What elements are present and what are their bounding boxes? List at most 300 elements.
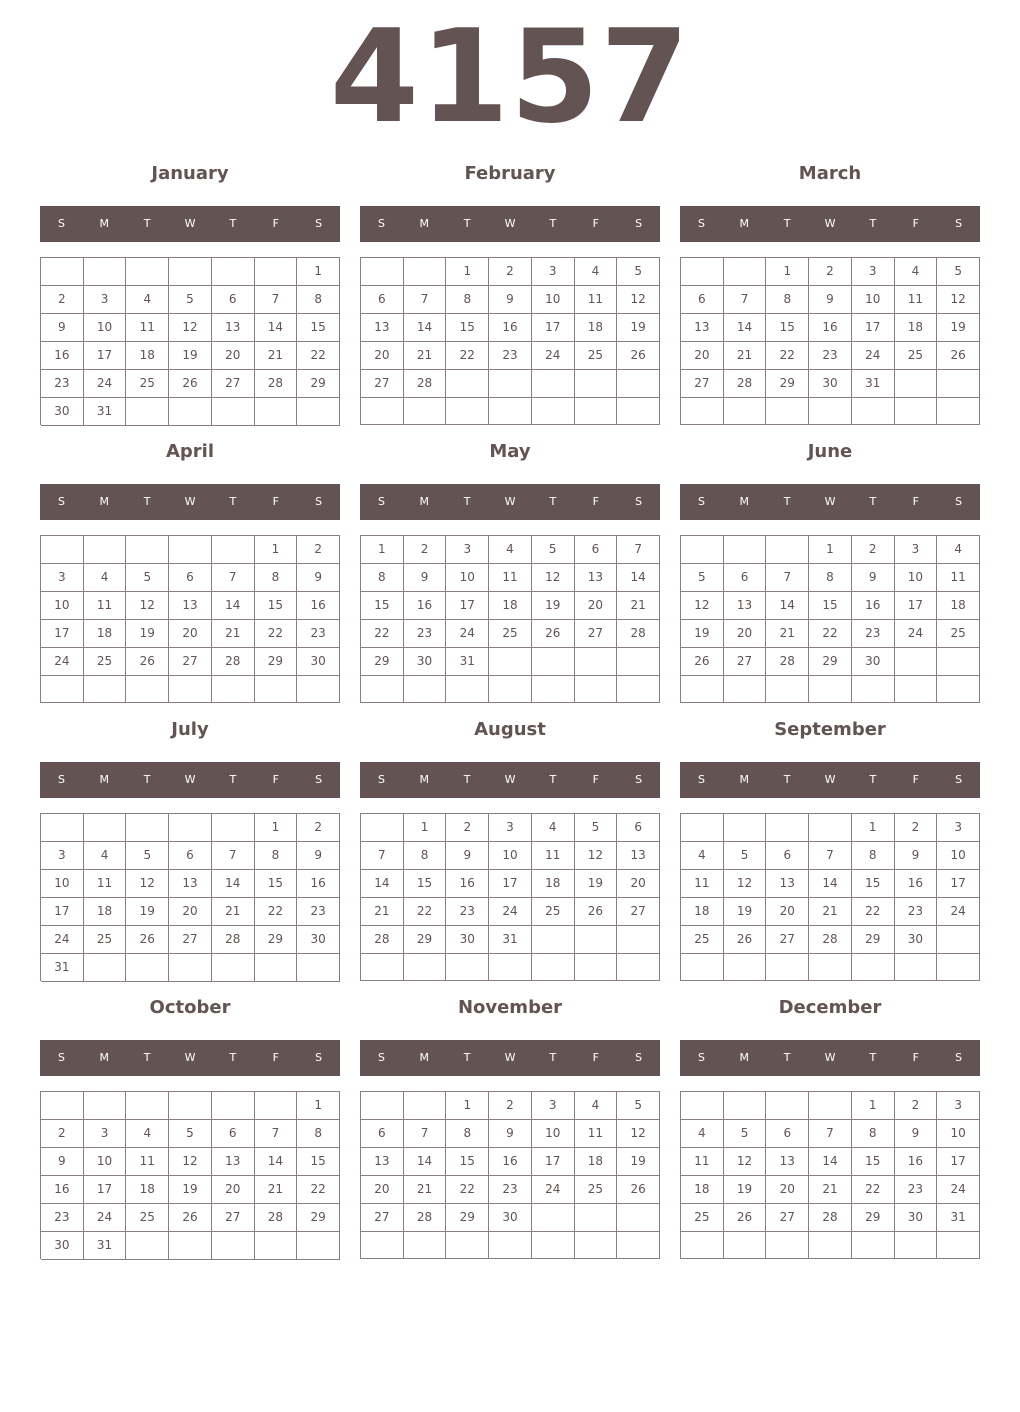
empty-day-cell [446, 398, 489, 425]
day-cell: 18 [126, 342, 169, 370]
day-cell: 29 [852, 926, 895, 954]
weekday-header [40, 484, 340, 520]
day-cell: 18 [532, 870, 575, 898]
day-cell: 21 [404, 1176, 447, 1204]
empty-day-cell [41, 676, 84, 703]
weekday-label: F [272, 495, 279, 508]
day-cell: 24 [41, 926, 84, 954]
weekday-label: T [229, 773, 237, 786]
day-cell: 6 [724, 564, 767, 592]
month-name: July [171, 719, 209, 740]
day-cell: 8 [255, 842, 298, 870]
day-cell: 14 [212, 592, 255, 620]
day-cell: 14 [404, 1148, 447, 1176]
day-cell: 3 [937, 814, 980, 842]
empty-day-cell [126, 536, 169, 564]
day-cell: 26 [532, 620, 575, 648]
day-cell: 2 [489, 258, 532, 286]
day-cell: 22 [297, 1176, 340, 1204]
weekday-label: T [549, 1051, 557, 1064]
empty-day-cell [84, 258, 127, 286]
weekday-label: F [592, 217, 599, 230]
empty-day-cell [361, 1092, 404, 1120]
weekday-label: S [57, 1051, 65, 1064]
empty-day-cell [681, 536, 724, 564]
day-grid [40, 1091, 340, 1259]
day-cell: 18 [84, 620, 127, 648]
empty-day-cell [255, 1092, 298, 1120]
day-cell: 20 [575, 592, 618, 620]
empty-day-cell [766, 398, 809, 425]
empty-day-cell [361, 1232, 404, 1259]
day-cell: 9 [297, 564, 340, 592]
day-cell: 6 [212, 1120, 255, 1148]
empty-day-cell [41, 814, 84, 842]
day-cell: 17 [84, 342, 127, 370]
day-cell: 24 [937, 898, 980, 926]
day-grid [360, 1091, 660, 1259]
day-cell: 28 [617, 620, 660, 648]
empty-day-cell [766, 954, 809, 981]
day-cell: 20 [681, 342, 724, 370]
day-cell: 8 [361, 564, 404, 592]
weekday-label: T [783, 1051, 791, 1064]
day-cell: 15 [255, 592, 298, 620]
empty-day-cell [404, 954, 447, 981]
weekday-label: T [229, 1051, 237, 1064]
day-cell: 24 [895, 620, 938, 648]
day-cell: 25 [532, 898, 575, 926]
empty-day-cell [681, 814, 724, 842]
empty-day-cell [617, 954, 660, 981]
day-cell: 16 [895, 870, 938, 898]
day-cell: 28 [212, 926, 255, 954]
day-cell: 31 [84, 398, 127, 426]
weekday-label: S [697, 773, 705, 786]
day-cell: 20 [361, 342, 404, 370]
day-cell: 18 [575, 1148, 618, 1176]
empty-day-cell [297, 676, 340, 703]
day-cell: 7 [404, 286, 447, 314]
day-cell: 1 [404, 814, 447, 842]
day-cell: 7 [404, 1120, 447, 1148]
month-name: June [807, 441, 853, 462]
day-cell: 26 [126, 648, 169, 676]
day-cell: 8 [446, 1120, 489, 1148]
empty-day-cell [681, 676, 724, 703]
empty-day-cell [895, 370, 938, 398]
day-cell: 27 [169, 648, 212, 676]
day-cell: 13 [212, 1148, 255, 1176]
day-cell: 24 [84, 370, 127, 398]
day-cell: 18 [681, 1176, 724, 1204]
empty-day-cell [212, 814, 255, 842]
day-cell: 27 [361, 370, 404, 398]
empty-day-cell [532, 398, 575, 425]
day-cell: 13 [212, 314, 255, 342]
day-cell: 6 [361, 286, 404, 314]
weekday-label: T [783, 773, 791, 786]
day-cell: 1 [446, 1092, 489, 1120]
empty-day-cell [937, 954, 980, 981]
day-cell: 2 [809, 258, 852, 286]
day-cell: 13 [575, 564, 618, 592]
day-cell: 20 [169, 898, 212, 926]
day-cell: 30 [852, 648, 895, 676]
empty-day-cell [297, 954, 340, 982]
day-cell: 26 [681, 648, 724, 676]
weekday-label: S [377, 217, 385, 230]
day-cell: 7 [212, 564, 255, 592]
day-cell: 4 [937, 536, 980, 564]
weekday-label: T [549, 495, 557, 508]
empty-day-cell [212, 536, 255, 564]
day-cell: 9 [446, 842, 489, 870]
day-cell: 14 [404, 314, 447, 342]
day-cell: 10 [895, 564, 938, 592]
empty-day-cell [361, 398, 404, 425]
day-cell: 7 [809, 1120, 852, 1148]
weekday-label: F [912, 217, 919, 230]
day-cell: 1 [852, 814, 895, 842]
empty-day-cell [852, 676, 895, 703]
day-cell: 28 [809, 926, 852, 954]
day-cell: 12 [617, 1120, 660, 1148]
empty-day-cell [937, 1232, 980, 1259]
day-cell: 17 [532, 314, 575, 342]
day-cell: 2 [446, 814, 489, 842]
day-cell: 18 [84, 898, 127, 926]
day-cell: 15 [852, 870, 895, 898]
weekday-header [680, 484, 980, 520]
month-name: October [149, 997, 231, 1018]
empty-day-cell [297, 398, 340, 426]
weekday-label: S [57, 773, 65, 786]
day-cell: 5 [617, 1092, 660, 1120]
empty-day-cell [84, 954, 127, 982]
day-cell: 11 [84, 592, 127, 620]
day-cell: 8 [809, 564, 852, 592]
weekday-label: F [272, 217, 279, 230]
day-cell: 25 [84, 926, 127, 954]
day-cell: 8 [852, 842, 895, 870]
weekday-label: T [143, 1051, 151, 1064]
day-cell: 20 [724, 620, 767, 648]
day-cell: 5 [532, 536, 575, 564]
empty-day-cell [895, 648, 938, 676]
empty-day-cell [126, 1232, 169, 1260]
empty-day-cell [852, 954, 895, 981]
weekday-label: F [272, 773, 279, 786]
day-cell: 15 [446, 314, 489, 342]
day-cell: 18 [681, 898, 724, 926]
weekday-label: M [419, 773, 430, 786]
empty-day-cell [532, 926, 575, 954]
weekday-label: T [869, 495, 877, 508]
weekday-label: W [824, 495, 836, 508]
day-cell: 31 [41, 954, 84, 982]
day-cell: 9 [809, 286, 852, 314]
weekday-label: M [419, 217, 430, 230]
weekday-header [40, 762, 340, 798]
day-cell: 2 [852, 536, 895, 564]
day-cell: 31 [852, 370, 895, 398]
day-cell: 7 [255, 1120, 298, 1148]
day-grid [680, 1091, 980, 1259]
day-cell: 12 [617, 286, 660, 314]
day-cell: 23 [446, 898, 489, 926]
day-cell: 14 [361, 870, 404, 898]
day-cell: 22 [297, 342, 340, 370]
empty-day-cell [212, 1232, 255, 1260]
empty-day-cell [489, 1232, 532, 1259]
day-cell: 13 [766, 870, 809, 898]
day-cell: 22 [404, 898, 447, 926]
day-cell: 23 [489, 342, 532, 370]
empty-day-cell [852, 1232, 895, 1259]
day-cell: 29 [361, 648, 404, 676]
day-cell: 5 [575, 814, 618, 842]
weekday-header [680, 762, 980, 798]
day-cell: 27 [766, 1204, 809, 1232]
day-cell: 24 [446, 620, 489, 648]
day-cell: 31 [446, 648, 489, 676]
day-cell: 2 [41, 1120, 84, 1148]
day-cell: 21 [212, 620, 255, 648]
day-cell: 19 [617, 1148, 660, 1176]
day-cell: 9 [852, 564, 895, 592]
empty-day-cell [617, 370, 660, 398]
day-cell: 2 [404, 536, 447, 564]
weekday-label: W [824, 773, 836, 786]
day-cell: 19 [575, 870, 618, 898]
day-cell: 13 [361, 1148, 404, 1176]
day-cell: 22 [766, 342, 809, 370]
day-cell: 9 [41, 314, 84, 342]
day-cell: 18 [575, 314, 618, 342]
day-cell: 19 [681, 620, 724, 648]
day-cell: 5 [724, 1120, 767, 1148]
day-cell: 21 [404, 342, 447, 370]
empty-day-cell [404, 398, 447, 425]
day-cell: 30 [404, 648, 447, 676]
day-cell: 23 [852, 620, 895, 648]
day-cell: 19 [724, 898, 767, 926]
day-cell: 28 [404, 1204, 447, 1232]
day-cell: 4 [84, 842, 127, 870]
day-cell: 22 [361, 620, 404, 648]
day-cell: 12 [169, 314, 212, 342]
day-cell: 1 [446, 258, 489, 286]
empty-day-cell [489, 398, 532, 425]
day-cell: 26 [126, 926, 169, 954]
empty-day-cell [169, 398, 212, 426]
weekday-label: S [315, 1051, 323, 1064]
day-cell: 21 [724, 342, 767, 370]
day-cell: 19 [169, 342, 212, 370]
day-cell: 21 [361, 898, 404, 926]
empty-day-cell [724, 398, 767, 425]
empty-day-cell [937, 648, 980, 676]
empty-day-cell [404, 258, 447, 286]
day-cell: 4 [489, 536, 532, 564]
day-cell: 25 [895, 342, 938, 370]
day-cell: 8 [297, 1120, 340, 1148]
day-cell: 10 [532, 1120, 575, 1148]
weekday-header [360, 762, 660, 798]
day-cell: 26 [617, 1176, 660, 1204]
empty-day-cell [255, 258, 298, 286]
weekday-label: S [955, 1051, 963, 1064]
day-cell: 17 [895, 592, 938, 620]
empty-day-cell [361, 258, 404, 286]
weekday-label: F [912, 773, 919, 786]
day-cell: 24 [532, 342, 575, 370]
weekday-label: S [315, 495, 323, 508]
day-cell: 6 [766, 1120, 809, 1148]
day-cell: 28 [404, 370, 447, 398]
day-cell: 5 [126, 842, 169, 870]
empty-day-cell [809, 676, 852, 703]
weekday-label: S [635, 217, 643, 230]
day-cell: 22 [809, 620, 852, 648]
day-cell: 20 [212, 1176, 255, 1204]
day-cell: 18 [937, 592, 980, 620]
empty-day-cell [404, 1232, 447, 1259]
empty-day-cell [809, 954, 852, 981]
month-name: February [464, 163, 556, 184]
day-cell: 11 [937, 564, 980, 592]
empty-day-cell [617, 648, 660, 676]
month-name: May [489, 441, 531, 462]
weekday-label: T [229, 495, 237, 508]
weekday-label: S [57, 217, 65, 230]
day-cell: 17 [84, 1176, 127, 1204]
empty-day-cell [766, 814, 809, 842]
weekday-label: M [99, 1051, 110, 1064]
day-cell: 23 [41, 1204, 84, 1232]
day-cell: 1 [809, 536, 852, 564]
day-cell: 9 [41, 1148, 84, 1176]
empty-day-cell [446, 1232, 489, 1259]
day-cell: 13 [361, 314, 404, 342]
empty-day-cell [255, 398, 298, 426]
month-name: April [165, 441, 215, 462]
empty-day-cell [169, 676, 212, 703]
day-cell: 3 [41, 842, 84, 870]
day-cell: 17 [937, 870, 980, 898]
day-cell: 13 [724, 592, 767, 620]
day-cell: 26 [169, 370, 212, 398]
day-cell: 8 [852, 1120, 895, 1148]
empty-day-cell [169, 1232, 212, 1260]
weekday-label: S [377, 773, 385, 786]
day-cell: 19 [126, 898, 169, 926]
day-grid [360, 535, 660, 703]
day-cell: 23 [297, 898, 340, 926]
day-cell: 10 [84, 1148, 127, 1176]
weekday-label: F [592, 773, 599, 786]
day-cell: 29 [446, 1204, 489, 1232]
day-cell: 7 [617, 536, 660, 564]
weekday-label: F [592, 495, 599, 508]
weekday-header [40, 206, 340, 242]
day-cell: 22 [255, 620, 298, 648]
weekday-label: S [377, 495, 385, 508]
day-cell: 20 [212, 342, 255, 370]
empty-day-cell [126, 676, 169, 703]
day-cell: 7 [361, 842, 404, 870]
day-cell: 25 [575, 1176, 618, 1204]
empty-day-cell [532, 1204, 575, 1232]
day-cell: 15 [297, 314, 340, 342]
day-cell: 11 [84, 870, 127, 898]
day-cell: 26 [724, 1204, 767, 1232]
day-cell: 21 [617, 592, 660, 620]
day-cell: 4 [681, 1120, 724, 1148]
day-cell: 12 [126, 870, 169, 898]
day-cell: 14 [809, 1148, 852, 1176]
day-cell: 28 [212, 648, 255, 676]
day-grid [680, 535, 980, 703]
empty-day-cell [937, 370, 980, 398]
day-cell: 1 [852, 1092, 895, 1120]
empty-day-cell [766, 676, 809, 703]
day-cell: 30 [297, 926, 340, 954]
day-cell: 14 [766, 592, 809, 620]
weekday-header [360, 484, 660, 520]
day-cell: 16 [446, 870, 489, 898]
empty-day-cell [84, 676, 127, 703]
day-cell: 29 [852, 1204, 895, 1232]
day-cell: 12 [532, 564, 575, 592]
empty-day-cell [126, 1092, 169, 1120]
day-cell: 8 [404, 842, 447, 870]
weekday-header [680, 1040, 980, 1076]
day-cell: 15 [809, 592, 852, 620]
day-grid [40, 535, 340, 703]
day-cell: 17 [41, 898, 84, 926]
day-cell: 3 [852, 258, 895, 286]
day-cell: 15 [852, 1148, 895, 1176]
day-cell: 1 [297, 1092, 340, 1120]
day-cell: 10 [489, 842, 532, 870]
weekday-label: W [184, 1051, 196, 1064]
day-cell: 31 [489, 926, 532, 954]
weekday-label: T [869, 1051, 877, 1064]
day-cell: 24 [41, 648, 84, 676]
weekday-label: W [824, 217, 836, 230]
day-cell: 9 [297, 842, 340, 870]
weekday-label: T [549, 773, 557, 786]
weekday-label: W [184, 773, 196, 786]
empty-day-cell [169, 258, 212, 286]
day-cell: 30 [297, 648, 340, 676]
empty-day-cell [255, 1232, 298, 1260]
day-cell: 12 [724, 870, 767, 898]
day-cell: 2 [297, 536, 340, 564]
empty-day-cell [489, 954, 532, 981]
day-cell: 31 [84, 1232, 127, 1260]
day-cell: 4 [84, 564, 127, 592]
day-cell: 6 [361, 1120, 404, 1148]
day-cell: 29 [297, 1204, 340, 1232]
day-cell: 16 [41, 1176, 84, 1204]
day-cell: 7 [255, 286, 298, 314]
empty-day-cell [84, 536, 127, 564]
day-cell: 21 [809, 898, 852, 926]
day-cell: 17 [852, 314, 895, 342]
